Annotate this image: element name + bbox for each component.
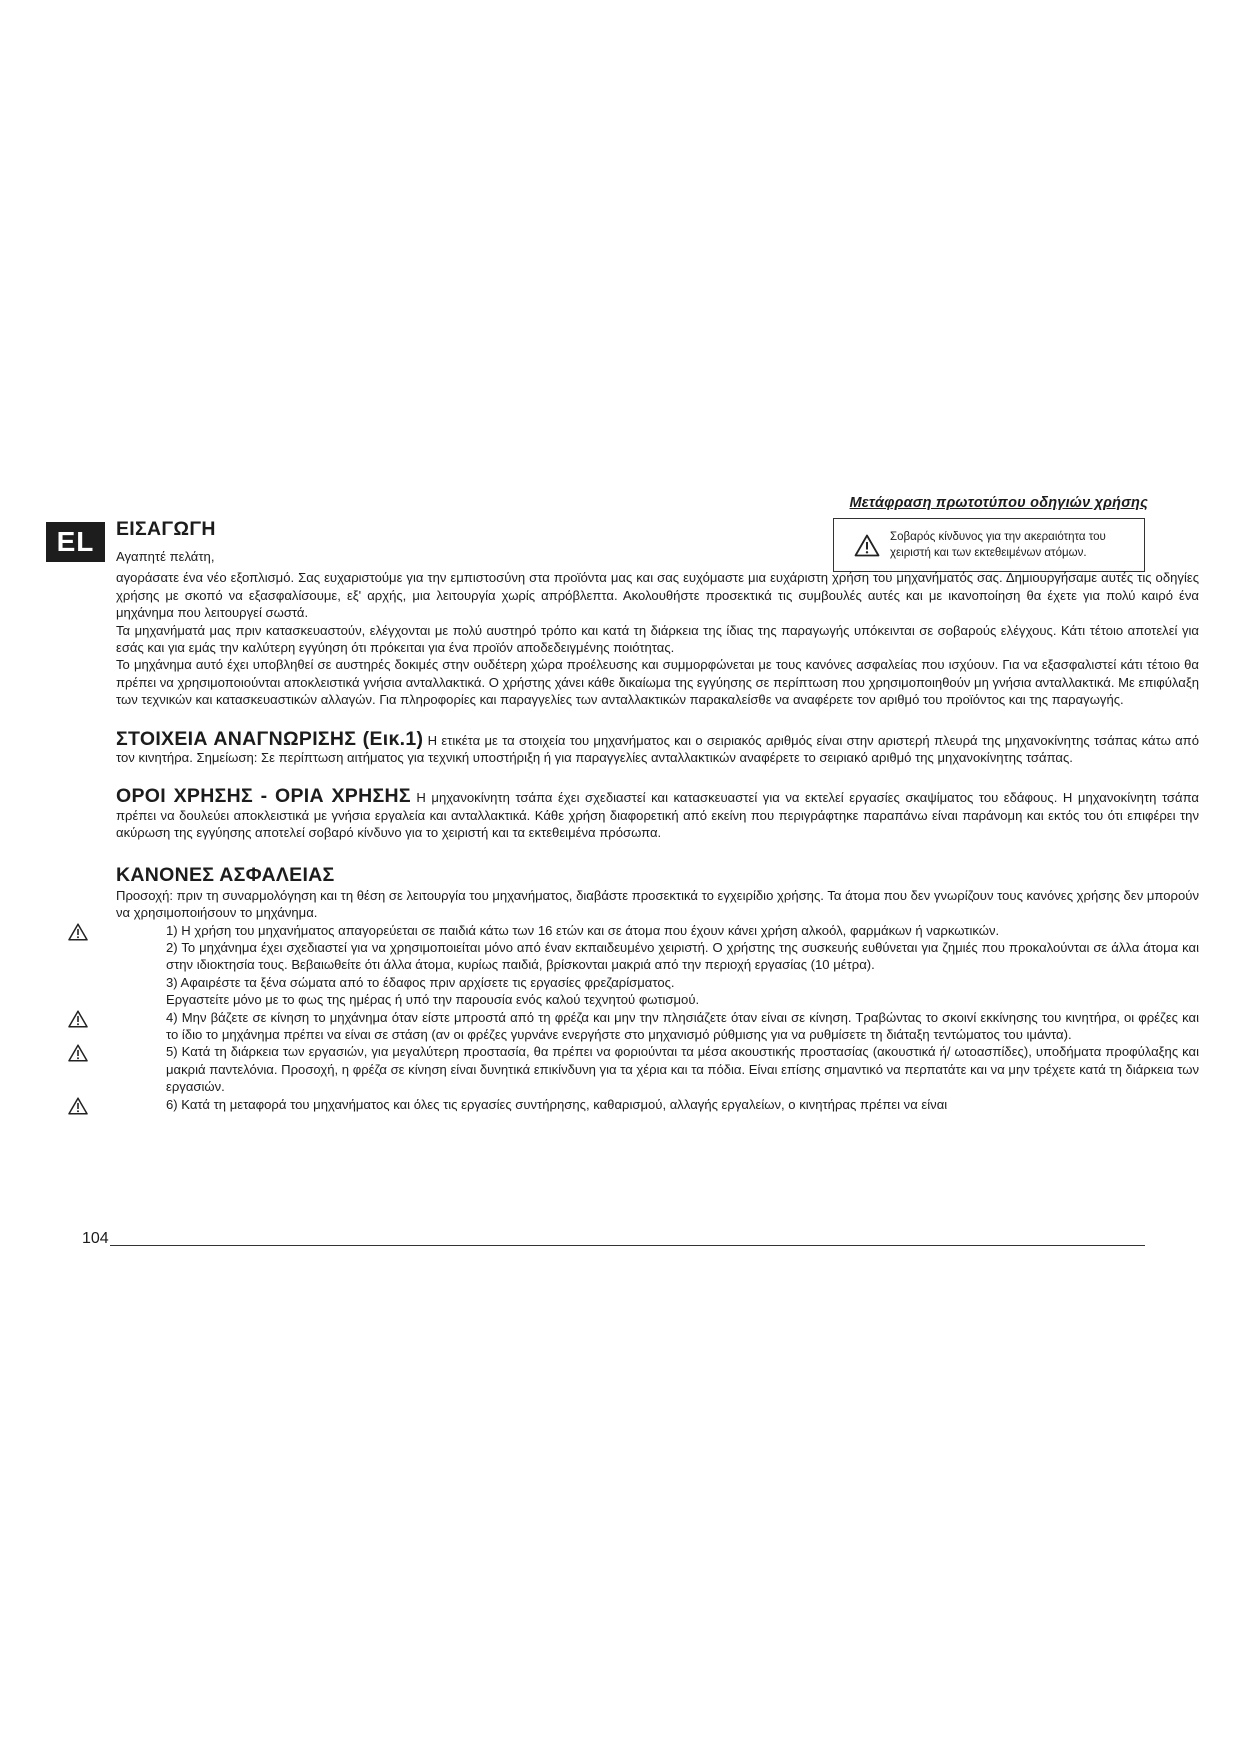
identification-section [116, 727, 1199, 767]
safety-rule-group [116, 1096, 1199, 1113]
warning-triangle-icon [68, 1010, 88, 1028]
warning-triangle-icon [68, 1097, 88, 1115]
safety-rule-group [116, 1009, 1199, 1044]
manual-page [46, 480, 1199, 1270]
usage-text: Η μηχανοκίνητη τσάπα έχει σχεδιαστεί και κατασκευαστεί για να εκτελεί εργασίες σκαψίματος του εδάφους. Η μηχανοκίνητη τσάπα πρέπει να δουλεύει αποκλειστικά με γνήσια εργαλεία και ανταλλακτικά. Κάθε χρήση διαφορετική από εκείνη που περιγράφτηκε παραπάνω είναι παράνομη και εκτός του ότι επιφέρει την ακύρωση της εγγύησης αποτελεί σοβαρό κίνδυνο για το χειριστή και τα εκτεθειμένα πρόσωπα. [116, 790, 1199, 841]
safety-intro: Προσοχή: πριν τη συναρμολόγηση και τη θέση σε λειτουργία του μηχανήματος, διαβάστε προσεκτικά το εγχειρίδιο χρήσης. Τα άτομα που δεν γνωρίζουν τους κανόνες χρήσης δεν μπορούν να χρησιμοποιήσουν το μηχάνημα. [116, 887, 1199, 921]
safety-rule: 3) Αφαιρέστε τα ξένα σώματα από το έδαφος πριν αρχίσετε τις εργασίες φρεζαρίσματος. [166, 974, 675, 990]
safety-rule-group [116, 922, 1199, 1009]
usage-section [116, 785, 1199, 841]
intro-heading: ΕΙΣΑΓΩΓΗ [116, 518, 216, 540]
safety-rule-group [116, 1043, 1199, 1095]
safety-rule: 5) Κατά τη διάρκεια των εργασιών, για μεγαλύτερη προστασία, θα πρέπει να φοριούνται τα μέσα ακουστικής προστασίας (ακουστικά ή/ ωτοασπίδες), υποδήματα προφύλαξης και μακριά παντελόνια. Προσοχή, η φρέζα σε κίνηση είναι δυνητικά επικίνδυνη για τα χέρια και τα πόδια. Είναι επίσης σημαντικό να περπατάτε και να μην τρέχετε κατά τη διάρκεια των εργασιών. [166, 1044, 1199, 1095]
intro-paragraph: αγοράσατε ένα νέο εξοπλισμό. Σας ευχαριστούμε για την εμπιστοσύνη στα προϊόντα μας και σας ευχόμαστε μια ευχάριστη χρήση του μηχανήματός σας. Δημιουργήσαμε αυτές τις οδηγίες χρήσης με σκοπό να εξασφαλίσουμε, εξ' αρχής, μια λειτουργία χωρίς απρόβλεπτα. Ακολουθήστε προσεκτικά τις συμβουλές αυτές και με ικανοποίηση θα έχετε για πολύ καιρό ένα μηχάνημα που λειτουργεί σωστά. [116, 570, 1199, 621]
page-footer [82, 1231, 1145, 1247]
safety-rule: 1) Η χρήση του μηχανήματος απαγορεύεται σε παιδιά κάτω των 16 ετών και σε άτομα που έχουν κάνει χρήση αλκοόλ, φαρμάκων ή ναρκωτικών. [166, 922, 1000, 938]
safety-heading: ΚΑΝΟΝΕΣ ΑΣΦΑΛΕΙΑΣ [116, 863, 335, 886]
identification-text: Η ετικέτα με τα στοιχεία του μηχανήματος και ο σειριακός αριθμός είναι στην αριστερή πλευρά της μηχανοκίνητης τσάπας κάτω από τον κινητήρα. Σημείωση: Σε περίπτωση αιτήματος για τεχνική υποστήριξη ή για παραγγελίες ανταλλακτικών αναφέρετε το σειριακό αριθμό της μηχανοκίνητης τσάπας. [116, 732, 1199, 766]
warning-legend-text: Σοβαρός κίνδυνος για την ακεραιότητα του χειριστή και των εκτεθειμένων ατόμων. [890, 531, 1106, 559]
document-subtitle: Μετάφραση πρωτοτύπου οδηγιών χρήσης [849, 495, 1148, 511]
intro-paragraph: Το μηχάνημα αυτό έχει υποβληθεί σε αυστηρές δοκιμές στην ουδέτερη χώρα προέλευσης και συμμορφώνεται με τους κανόνες ασφαλείας που ισχύουν. Για να εξασφαλιστεί κάτι τέτοιο θα πρέπει να χρησιμοποιούνται αποκλειστικά γνήσια ανταλλακτικά. Ο χρήστης χάνει κάθε δικαίωμα της εγγύησης σε περίπτωση που χρησιμοποιηθούν μη γνήσια ανταλλακτικά. Με επιφύλαξη των τεχνικών και κατασκευαστικών αλλαγών. Για πληροφορίες και παραγγελίες των ανταλλακτικών παρακαλείσθε να αναφέρετε τον αριθμό του προϊόντος και της παραγωγής. [116, 657, 1199, 708]
identification-heading: ΣΤΟΙΧΕΙΑ ΑΝΑΓΝΩΡΙΣΗΣ (Εικ.1) [116, 727, 424, 750]
warning-triangle-icon [68, 1044, 88, 1062]
main-content [116, 518, 1199, 1113]
safety-rule: 2) Το μηχάνημα έχει σχεδιαστεί για να χρησιμοποιείται μόνο από έναν εκπαιδευμένο χειριστή. Ο χρήστης της συσκευής ευθύνεται για ζημιές που προκαλούνται σε άλλα άτομα και στην ιδιοκτησία τους. Βεβαιωθείτε ότι άλλα άτομα, κυρίως παιδιά, βρίσκονται μακριά από την περιοχή εργασίας (10 μέτρα). [166, 939, 1199, 973]
warning-triangle-icon [68, 923, 88, 941]
language-badge: EL [46, 522, 105, 562]
footer-divider [110, 1245, 1145, 1246]
page-number: 104 [82, 1230, 109, 1247]
intro-greeting: Αγαπητέ πελάτη, [116, 549, 215, 564]
usage-heading: ΟΡΟΙ ΧΡΗΣΗΣ - ΟΡΙΑ ΧΡΗΣΗΣ [116, 785, 411, 808]
safety-rule: 4) Μην βάζετε σε κίνηση το μηχάνημα όταν είστε μπροστά από τη φρέζα και μην την πλησιάζετε όταν είναι σε κίνηση. Τραβώντας το σκοινί εκκίνησης του κινητήρα, οι φρέζες και το ίδιο το μηχάνημα πρέπει να είναι σε στάση (αν οι φρέζες γυρνάνε ενεργήστε στο μηχανισμό ρύθμισης για να ρυθμίσετε τη διάταξη τεντώματος του ιμάντα). [166, 1009, 1199, 1042]
intro-paragraph: Τα μηχανήματά μας πριν κατασκευαστούν, ελέγχονται με πολύ αυστηρό τρόπο και κατά τη διάρκεια της ίδιας της παραγωγής υπόκεινται σε σοβαρούς ελέγχους. Κάτι τέτοιο αποτελεί για εσάς και για εμάς την καλύτερη εγγύηση ότι πρόκειται για ένα προϊόν αποδεδειγμένης ποιότητας. [116, 622, 1199, 656]
safety-rule: 6) Κατά τη μεταφορά του μηχανήματος και όλες τις εργασίες συντήρησης, καθαρισμού, αλλαγής εργαλείων, ο κινητήρας πρέπει να είναι [166, 1096, 948, 1112]
safety-rule: Εργαστείτε μόνο με το φως της ημέρας ή υπό την παρουσία ενός καλού τεχνητού φωτισμού. [166, 992, 700, 1008]
